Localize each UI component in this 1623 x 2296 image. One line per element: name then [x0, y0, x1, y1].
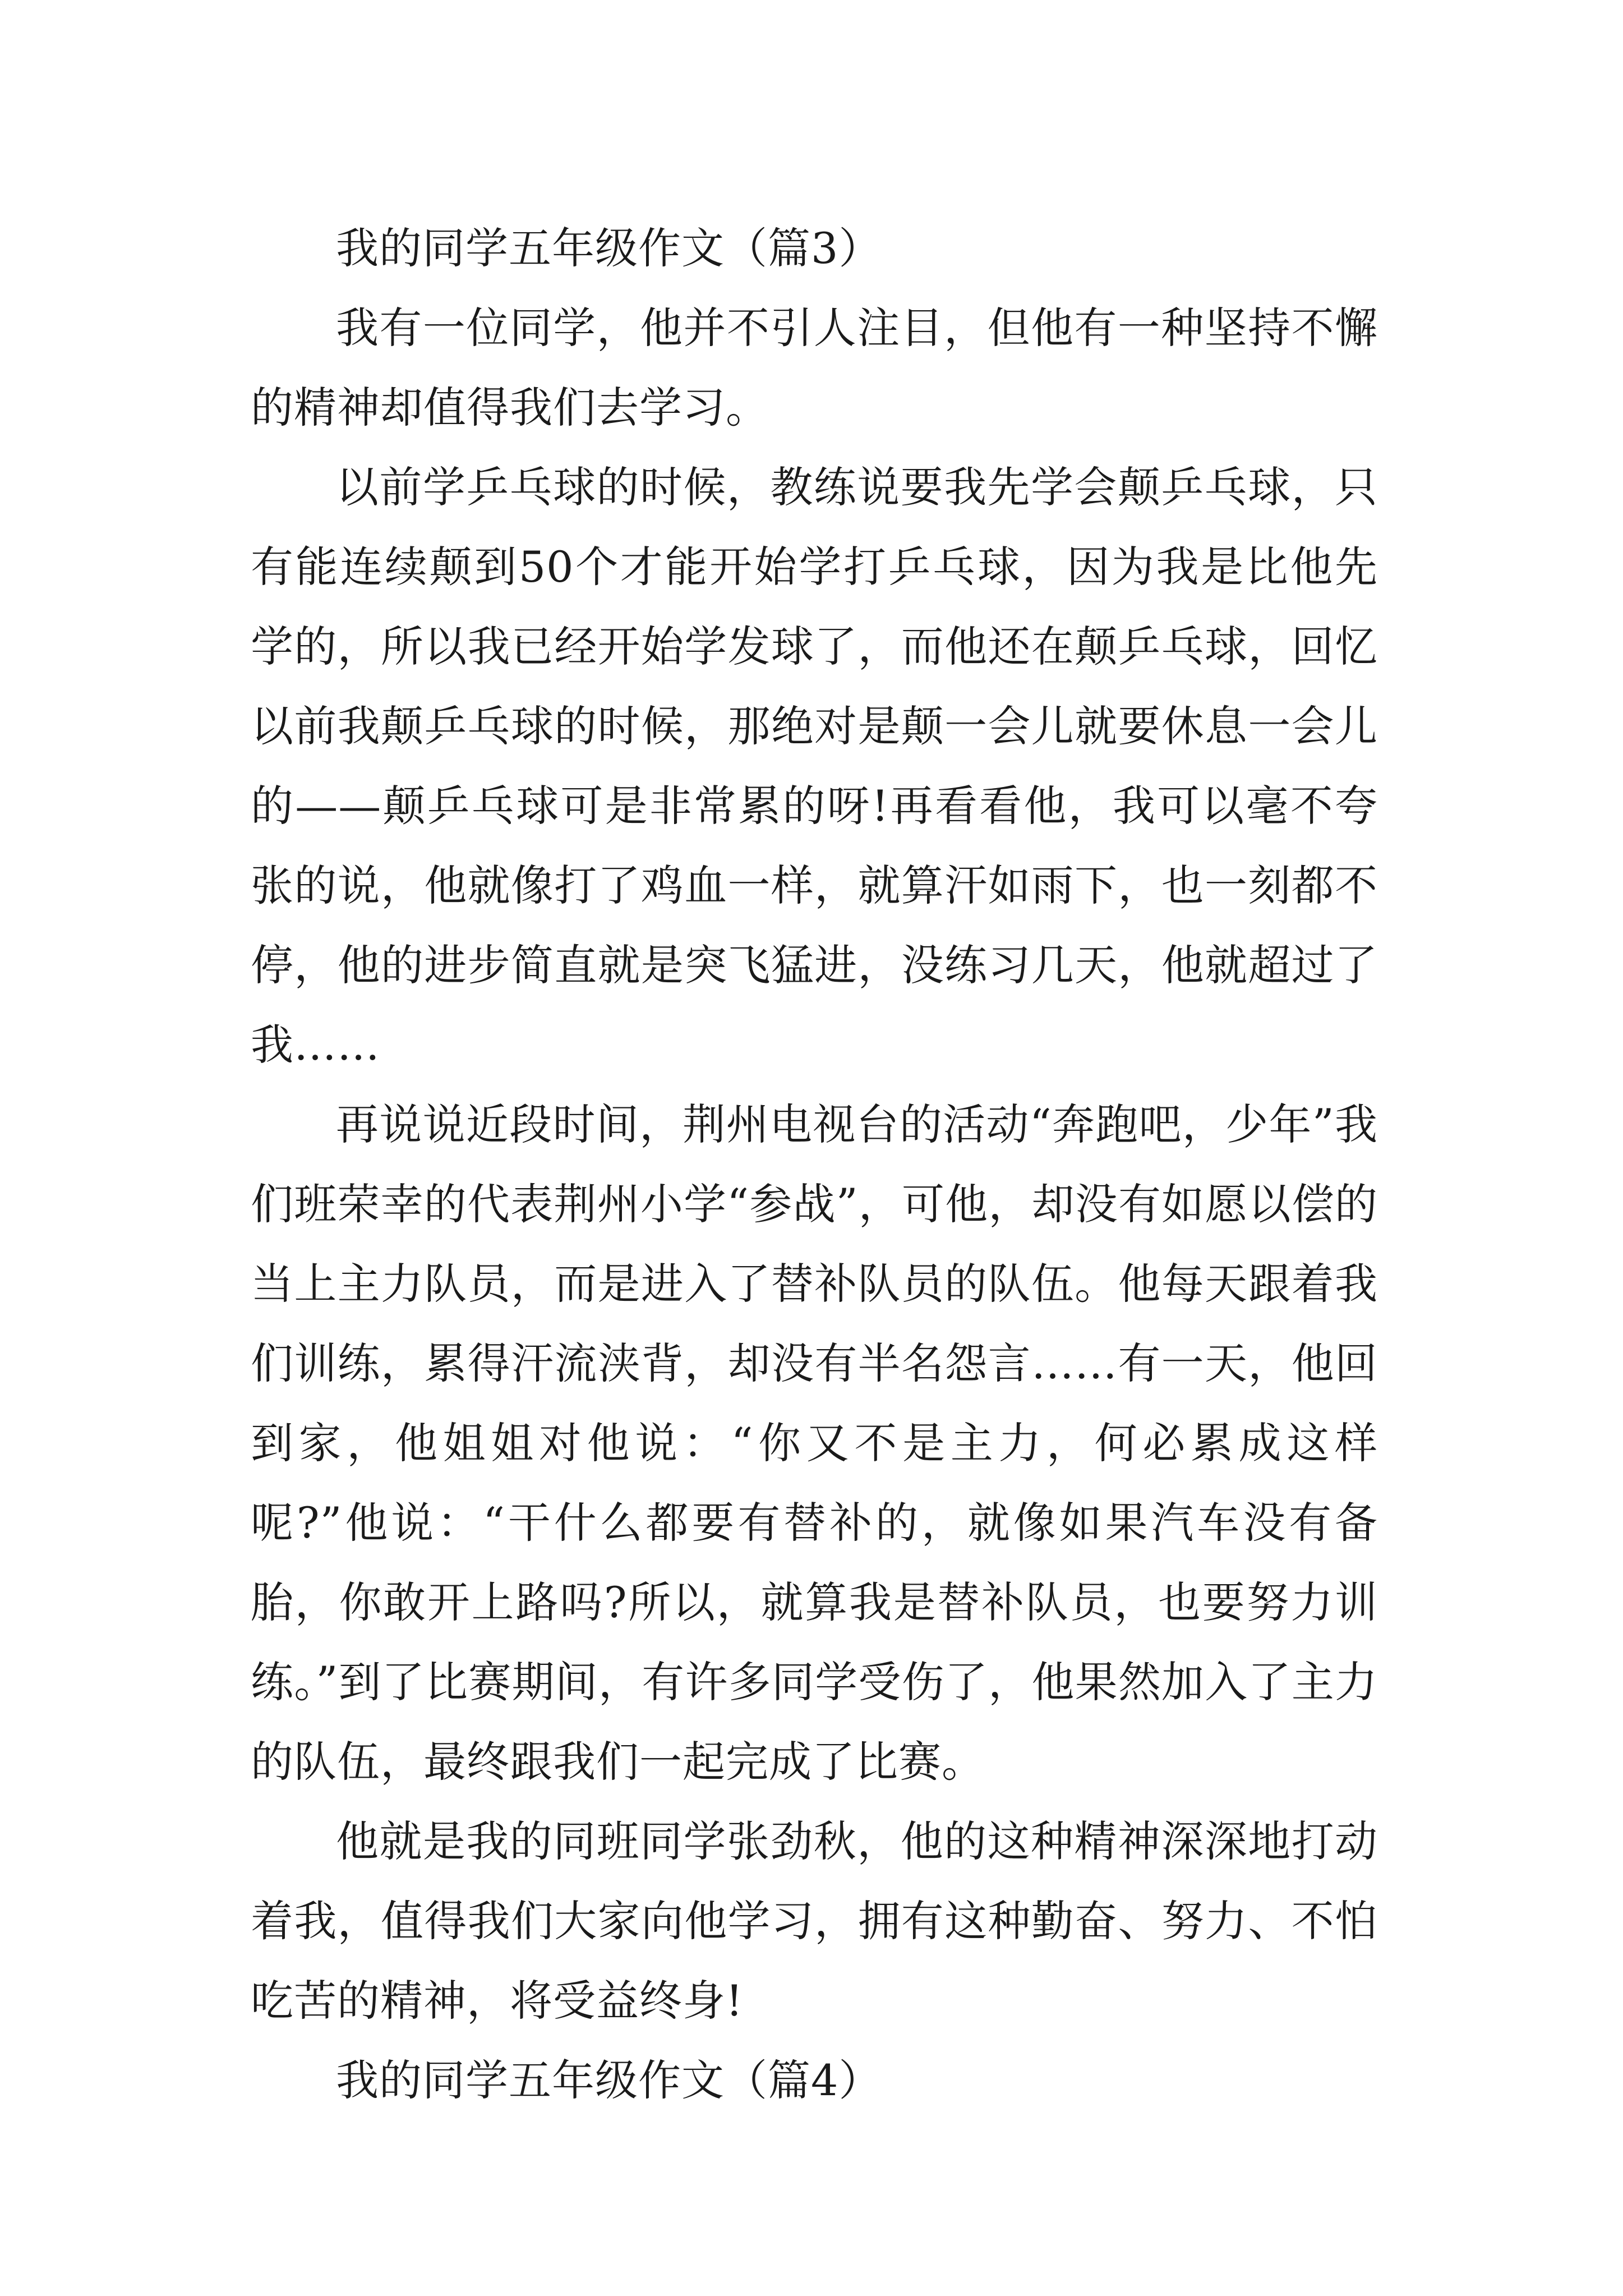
essay-heading-4: 我的同学五年级作文（篇4）	[336, 2055, 882, 2105]
paragraph-ping-pong: 以前学乒乓球的时候，教练说要我先学会颠乒乓球，只有能连续颠到50个才能开始学打乒乓球，因为我是比他先学的，所以我已经开始学发球了，而他还在颠乒乓球，回忆以前我颠乒乓球的时候，那绝对是颠一会儿就要休息一会儿的——颠乒乓球可是非常累的呀!再看看他，我可以毫不夸张的说，他就像打了鸡血一样，就算汗如雨下，也一刻都不停，他的进步简直就是突飞猛进，没练习几天，他就超过了我……	[251, 462, 1378, 1070]
paragraph-conclusion: 他就是我的同班同学张劲秋，他的这种精神深深地打动着我，值得我们大家向他学习，拥有这种勤奋、努力、不怕吃苦的精神，将受益终身!	[251, 1816, 1378, 2026]
paragraph-intro: 我有一位同学，他并不引人注目，但他有一种坚持不懈的精神却值得我们去学习。	[251, 303, 1378, 432]
paragraph-running-event: 再说说近段时间，荆州电视台的活动“奔跑吧，少年”我们班荣幸的代表荆州小学“参战”，可他，却没有如愿以偿的当上主力队员，而是进入了替补队员的队伍。他每天跟着我们训练，累得汗流浃背，却没有半名怨言……有一天，他回到家，他姐姐对他说：“你又不是主力，何必累成这样呢?”他说：“干什么都要有替补的，就像如果汽车没有备胎，你敢开上路吗?所以，就算我是替补队员，也要努力训练。”到了比赛期间，有许多同学受伤了，他果然加入了主力的队伍，最终跟我们一起完成了比赛。	[251, 1099, 1378, 1787]
essay-heading-3: 我的同学五年级作文（篇3）	[336, 223, 882, 273]
document-body	[251, 209, 1378, 2120]
